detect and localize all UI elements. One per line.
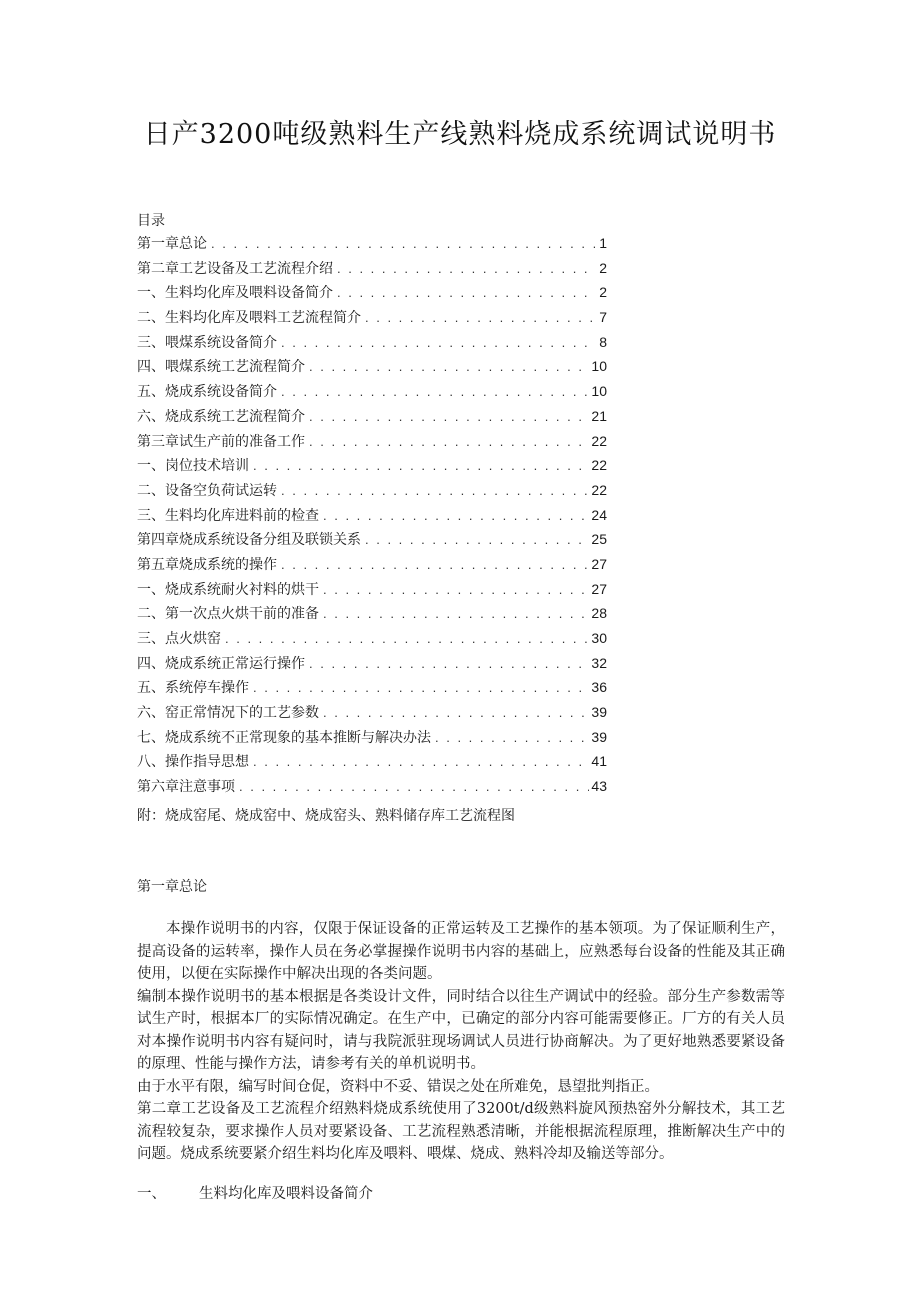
toc-entry[interactable] [137,233,607,258]
toc-entry-title: 四、烧成系统正常运行操作 [137,655,305,672]
toc-entry[interactable] [137,702,607,727]
toc-leader-dots [323,508,589,523]
toc-entry[interactable] [137,554,607,579]
toc-entry-title: 一、岗位技术培训 [137,458,249,475]
toc-entry[interactable] [137,677,607,702]
toc-entry-page: 22 [591,481,607,498]
toc-leader-dots [225,631,589,646]
toc-entry-title: 第二章工艺设备及工艺流程介绍 [137,260,333,277]
toc-entry[interactable] [137,332,607,357]
toc-entry-title: 二、设备空负荷试运转 [137,482,277,499]
toc-entry-title: 第四章烧成系统设备分组及联锁关系 [137,532,361,549]
toc-entry-title: 二、生料均化库及喂料工艺流程简介 [137,310,361,327]
toc-leader-dots [337,261,595,276]
table-of-contents [137,233,607,801]
toc-entry-page: 39 [591,728,607,745]
toc-leader-dots [323,705,589,720]
toc-entry[interactable] [137,307,607,332]
toc-heading: 目录 [137,213,165,229]
toc-entry-title: 一、生料均化库及喂料设备简介 [137,285,333,302]
toc-entry[interactable] [137,727,607,752]
toc-entry[interactable] [137,356,607,381]
body-paragraph: 本操作说明书的内容，仅限于保证设备的正常运转及工艺操作的基本领项。为了保证顺利生产，提高设备的运转率，操作人员在务必掌握操作说明书内容的基础上，应熟悉每台设备的性能及其正确使用，以便在实际操作中解决出现的各类问题。 [137,921,785,982]
toc-leader-dots [323,606,589,621]
toc-entry-page: 36 [591,679,607,696]
body-paragraph: 编制本操作说明书的基本根据是各类设计文件，同时结合以往生产调试中的经验。部分生产参数需等试生产时，根据本厂的实际情况确定。在生产中，已确定的部分内容可能需要修正。厂方的有关人员对本操作说明书内容有疑问时，请与我院派驻现场调试人员进行协商解决。为了更好地熟悉要紧设备的原理、性能与操作方法，请参考有关的单机说明书。 [137,988,785,1072]
toc-entry-page: 10 [591,383,607,400]
toc-entry-title: 六、烧成系统工艺流程简介 [137,408,305,425]
toc-entry[interactable] [137,653,607,678]
toc-appendix-note: 附：烧成窑尾、烧成窑中、烧成窑头、熟料储存库工艺流程图 [137,808,515,824]
toc-entry-page: 10 [591,358,607,375]
toc-entry-title: 一、烧成系统耐火衬料的烘干 [137,581,319,598]
toc-entry-title: 五、系统停车操作 [137,680,249,697]
toc-entry-title: 第六章注意事项 [137,779,235,796]
toc-leader-dots [435,730,589,745]
chapter-heading: 第一章总论 [137,879,207,895]
toc-entry-page: 22 [591,457,607,474]
toc-entry-page: 25 [591,531,607,548]
toc-entry[interactable] [137,628,607,653]
toc-entry-title: 七、烧成系统不正常现象的基本推断与解决办法 [137,729,431,746]
toc-entry[interactable] [137,603,607,628]
toc-entry[interactable] [137,751,607,776]
toc-leader-dots [253,680,589,695]
toc-entry-page: 27 [591,580,607,597]
body-paragraph: 由于水平有限，编写时间仓促，资料中不妥、错误之处在所难免，恳望批判指正。 [137,1078,659,1095]
toc-entry[interactable] [137,381,607,406]
toc-leader-dots [365,532,589,547]
toc-entry-page: 24 [591,506,607,523]
toc-leader-dots [239,779,589,794]
toc-entry-page: 1 [599,235,607,251]
toc-leader-dots [309,656,589,671]
toc-entry-page: 2 [599,259,607,276]
toc-entry-page: 8 [599,333,607,350]
toc-leader-dots [309,434,589,449]
body-paragraph: 第二章工艺设备及工艺流程介绍熟料烧成系统使用了3200t/d级熟料旋风预热窑外分解技术，其工艺流程较复杂，要求操作人员对要紧设备、工艺流程熟悉清晰，并能根据流程原理，推断解决生产中的问题。烧成系统要紧介绍生料均化库及喂料、喂煤、烧成、熟料冷却及输送等部分。 [137,1101,785,1162]
toc-entry[interactable] [137,282,607,307]
toc-leader-dots [281,384,589,399]
toc-entry[interactable] [137,258,607,283]
toc-entry-title: 第一章总论 [137,236,207,252]
section-heading [137,1182,373,1203]
chapter-body [137,918,785,1166]
toc-entry-page: 32 [591,654,607,671]
document-title: 日产3200吨级熟料生产线熟料烧成系统调试说明书 [143,119,777,150]
toc-entry-page: 27 [591,555,607,572]
toc-entry-title: 三、喂煤系统设备简介 [137,334,277,351]
toc-entry-title: 第五章烧成系统的操作 [137,556,277,573]
toc-entry-title: 八、操作指导思想 [137,754,249,771]
toc-entry-title: 二、第一次点火烘干前的准备 [137,606,319,623]
toc-entry[interactable] [137,431,607,456]
section-title: 生料均化库及喂料设备简介 [199,1186,373,1202]
toc-leader-dots [211,236,595,251]
section-number: 一、 [137,1186,166,1202]
toc-entry[interactable] [137,480,607,505]
toc-entry[interactable] [137,579,607,604]
toc-entry[interactable] [137,776,607,801]
toc-leader-dots [253,458,589,473]
toc-entry[interactable] [137,505,607,530]
toc-entry-page: 2 [599,284,607,301]
toc-entry-page: 43 [591,778,607,795]
toc-entry[interactable] [137,455,607,480]
toc-leader-dots [309,359,589,374]
toc-entry[interactable] [137,406,607,431]
toc-entry-page: 41 [591,753,607,770]
toc-leader-dots [323,582,589,597]
toc-entry-page: 39 [591,704,607,721]
toc-leader-dots [281,557,589,572]
toc-leader-dots [253,754,589,769]
toc-leader-dots [337,285,595,300]
toc-leader-dots [365,310,595,325]
toc-entry-title: 三、点火烘窑 [137,631,221,647]
toc-entry-page: 21 [591,407,607,424]
toc-entry-title: 六、窑正常情况下的工艺参数 [137,705,319,722]
toc-leader-dots [281,335,595,350]
toc-entry-page: 7 [599,309,607,326]
toc-entry-title: 三、生料均化库进料前的检查 [137,507,319,524]
toc-entry-title: 四、喂煤系统工艺流程简介 [137,359,305,376]
toc-entry-title: 五、烧成系统设备简介 [137,384,277,401]
toc-leader-dots [309,409,589,424]
toc-entry-page: 30 [591,630,607,646]
toc-entry[interactable] [137,529,607,554]
toc-leader-dots [281,483,589,498]
toc-entry-page: 22 [591,432,607,449]
toc-entry-page: 28 [591,605,607,622]
toc-entry-title: 第三章试生产前的准备工作 [137,433,305,450]
